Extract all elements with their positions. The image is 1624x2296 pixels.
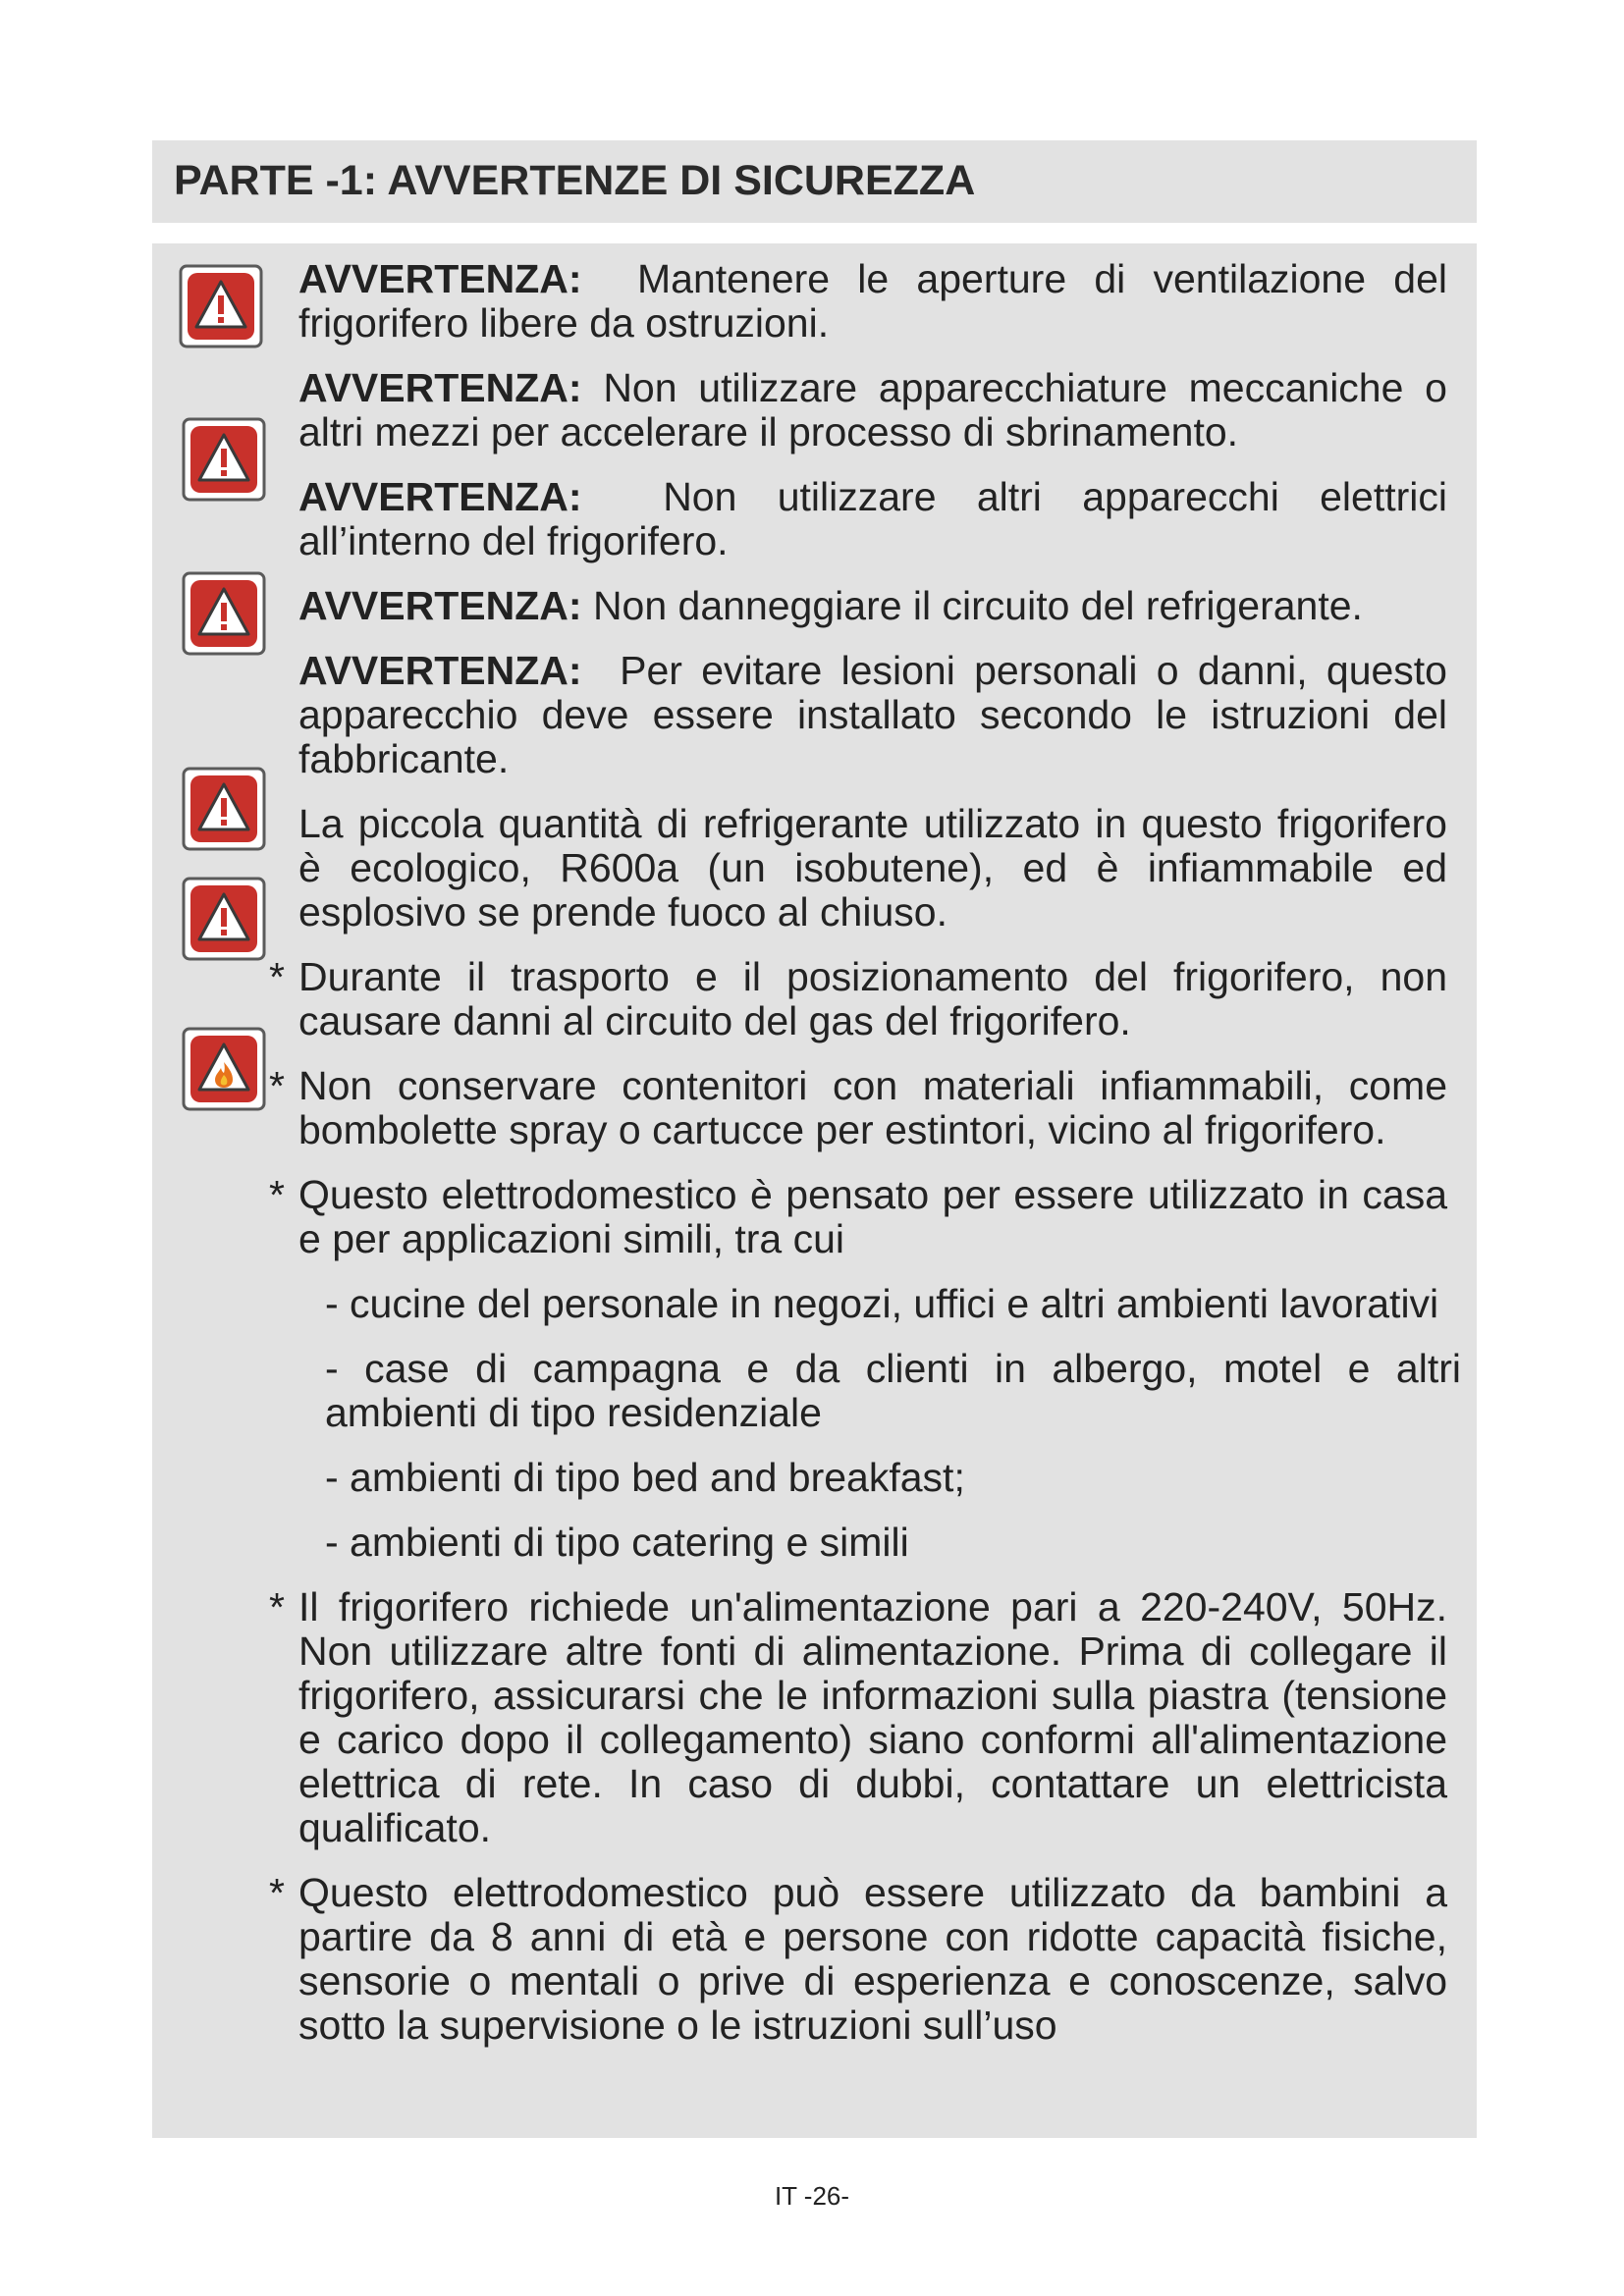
- page-number: IT -26-: [774, 2181, 850, 2211]
- refrigerant-note: La piccola quantità di refrigerante utilizzato in questo frigorifero è ecologico, R600a (un isobutene), ed è infiammabile ed esplosivo se prende fuoco al chiuso.: [298, 801, 1447, 934]
- sub-item-bed-and-breakfast: - ambienti di tipo bed and breakfast;: [325, 1455, 965, 1500]
- warning-label: AVVERTENZA:: [298, 583, 582, 628]
- warning-electrical-devices: [298, 475, 1447, 563]
- warning-defrosting: [298, 366, 1447, 454]
- bullet-text: Non conservare contenitori con materiali infiammabili, come bombolette spray o cartucce per estintori, vicino al frigorifero.: [298, 1063, 1447, 1152]
- bullet-text: Il frigorifero richiede un'alimentazione pari a 220-240V, 50Hz. Non utilizzare altre fonti di alimentazione. Prima di collegare il frigorifero, assicurarsi che le informazioni sulla piastra (tensione e carico dopo il collegamento) siano conformi all'alimentazione elettrica di rete. In caso di dubbi, contattare un elettricista qualificato.: [298, 1584, 1447, 1850]
- warning-text: Mantenere le aperture di ventilazione del frigorifero libere da ostruzioni.: [298, 256, 1447, 346]
- warnings-text: [269, 256, 1461, 2068]
- warning-text: Non danneggiare il circuito del refrigerante.: [592, 583, 1363, 628]
- sub-item-catering: - ambienti di tipo catering e simili: [325, 1520, 909, 1565]
- bullet-marker: *: [269, 1172, 285, 1217]
- bullet-children-use: [269, 1870, 1447, 2048]
- sub-item-farm-houses: - case di campagna e da clienti in albergo, motel e altri ambienti di tipo residenziale: [325, 1346, 1461, 1435]
- warning-label: AVVERTENZA:: [298, 365, 582, 410]
- bullet-text: Questo elettrodomestico è pensato per essere utilizzato in casa e per applicazioni simili, tra cui: [298, 1172, 1447, 1261]
- bullet-text: Questo elettrodomestico può essere utilizzato da bambini a partire da 8 anni di età e persone con ridotte capacità fisiche, sensorie o mentali o prive di esperienza e conoscenze, salvo sotto la supervisione o le istruzioni sull’uso: [298, 1870, 1447, 2048]
- bullet-marker: *: [269, 1063, 285, 1108]
- bullet-household-use: [269, 1172, 1447, 1261]
- warning-label: AVVERTENZA:: [298, 474, 582, 519]
- warning-triangle-icon: [182, 417, 266, 502]
- flammable-warning-icon: [182, 1027, 266, 1111]
- warning-label: AVVERTENZA:: [298, 648, 582, 693]
- warning-installation: [298, 649, 1447, 781]
- sub-item-staff-kitchens: - cucine del personale in negozi, uffici e altri ambienti lavorativi: [325, 1281, 1439, 1326]
- warning-ventilation: [298, 257, 1447, 346]
- section-title: PARTE -1: AVVERTENZE DI SICUREZZA: [174, 157, 976, 204]
- warning-text: Non utilizzare altri apparecchi elettrici all’interno del frigorifero.: [298, 474, 1447, 563]
- bullet-flammable-containers: [269, 1063, 1447, 1152]
- warning-refrigerant-circuit: [298, 584, 1447, 628]
- section-header: [152, 140, 1477, 223]
- bullet-power-supply: [269, 1584, 1447, 1850]
- warning-label: AVVERTENZA:: [298, 256, 582, 301]
- safety-warnings-panel: [152, 243, 1477, 2138]
- bullet-transport: [269, 954, 1447, 1043]
- bullet-marker: *: [269, 954, 285, 999]
- warning-triangle-icon: [182, 877, 266, 961]
- bullet-text: Durante il trasporto e il posizionamento del frigorifero, non causare danni al circuito del gas del frigorifero.: [298, 954, 1447, 1043]
- warning-triangle-icon: [179, 264, 263, 348]
- warning-triangle-icon: [182, 571, 266, 656]
- warning-text: Non utilizzare apparecchiature meccaniche o altri mezzi per accelerare il processo di sbrinamento.: [298, 365, 1447, 454]
- warning-triangle-icon: [182, 767, 266, 851]
- bullet-marker: *: [269, 1870, 285, 1915]
- bullet-marker: *: [269, 1584, 285, 1629]
- warning-text: Per evitare lesioni personali o danni, questo apparecchio deve essere installato secondo le istruzioni del fabbricante.: [298, 648, 1447, 781]
